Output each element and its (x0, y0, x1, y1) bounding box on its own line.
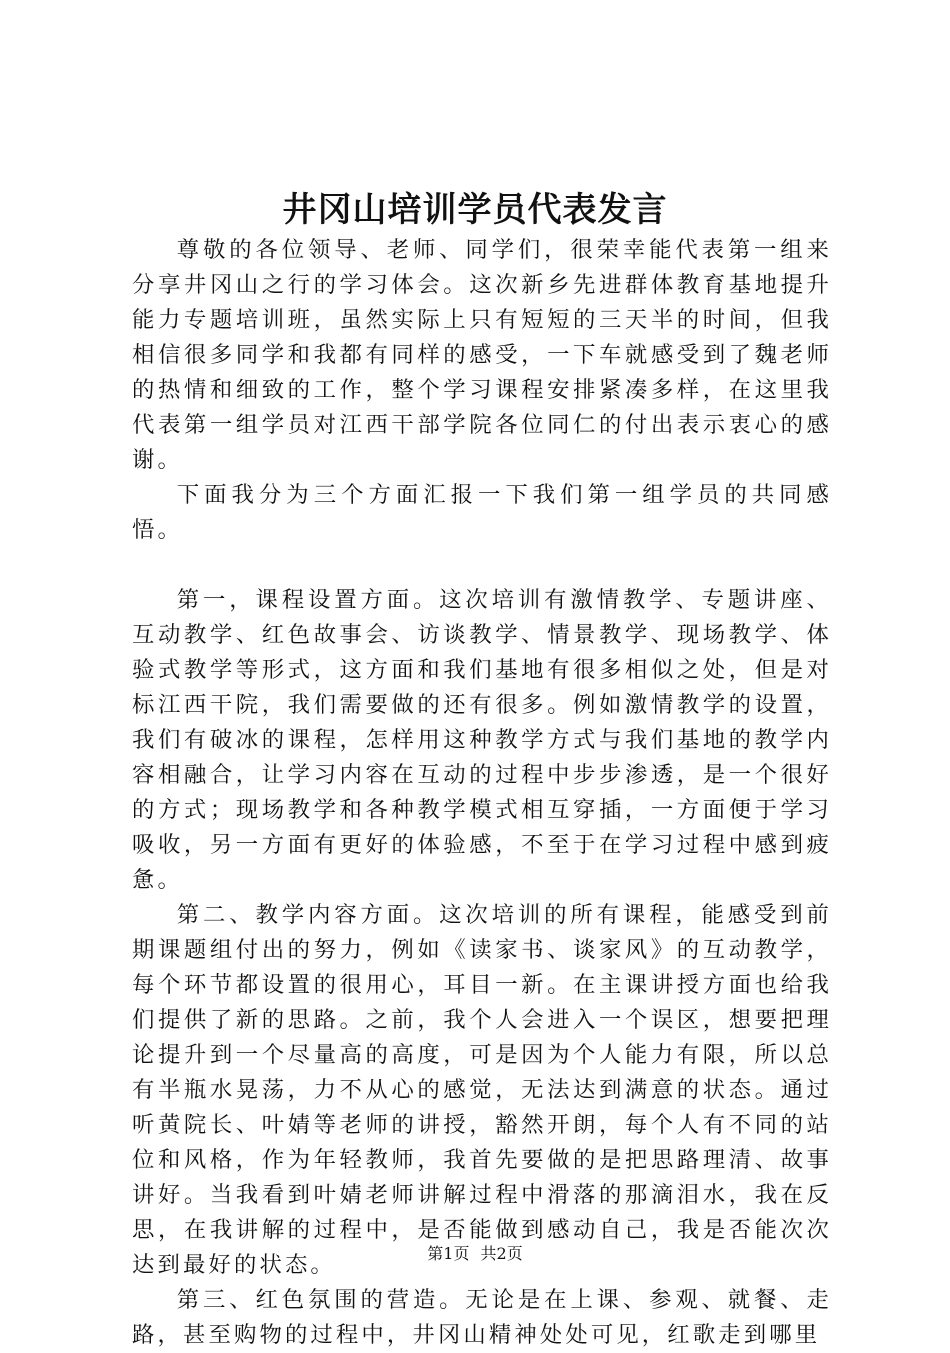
paragraph-red-atmosphere: 第三、红色氛围的营造。无论是在上课、参观、就餐、走路，甚至购物的过程中，井冈山精神处处可见，红歌走到哪里 (132, 1287, 832, 1348)
document-body (132, 233, 832, 1353)
page-total: 共2页 (480, 1244, 523, 1263)
page-number: 第1页 (427, 1244, 470, 1263)
paragraph-overview: 下面我分为三个方面汇报一下我们第一组学员的共同感悟。 (132, 482, 832, 543)
page-footer (0, 1242, 950, 1266)
paragraph-greeting: 尊敬的各位领导、老师、同学们，很荣幸能代表第一组来分享井冈山之行的学习体会。这次新乡先进群体教育基地提升能力专题培训班，虽然实际上只有短短的三天半的时间，但我相信很多同学和我都有同样的感受，一下车就感受到了魏老师的热情和细致的工作，整个学习课程安排紧凑多样，在这里我代表第一组学员对江西干部学院各位同仁的付出表示衷心的感谢。 (132, 237, 832, 473)
document-title: 井冈山培训学员代表发言 (282, 190, 668, 230)
paragraph-teaching-content: 第二、教学内容方面。这次培训的所有课程，能感受到前期课题组付出的努力，例如《读家书、谈家风》的互动教学，每个环节都设置的很用心，耳目一新。在主课讲授方面也给我们提供了新的思路。之前，我个人会进入一个误区，想要把理论提升到一个尽量高的高度，可是因为个人能力有限，所以总有半瓶水晃荡，力不从心的感觉，无法达到满意的状态。通过听黄院长、叶婧等老师的讲授，豁然开朗，每个人有不同的站位和风格，作为年轻教师，我首先要做的是把思路理清、故事讲好。当我看到叶婧老师讲解过程中滑落的那滴泪水，我在反思，在我讲解的过程中，是否能做到感动自己，我是否能次次达到最好的状态。 (132, 902, 832, 1278)
paragraph-course-setting: 第一，课程设置方面。这次培训有激情教学、专题讲座、互动教学、红色故事会、访谈教学、情景教学、现场教学、体验式教学等形式，这方面和我们基地有很多相似之处，但是对标江西干院，我们需要做的还有很多。例如激情教学的设置，我们有破冰的课程，怎样用这种教学方式与我们基地的教学内容相融合，让学习内容在互动的过程中步步渗透，是一个很好的方式；现场教学和各种教学模式相互穿插，一方面便于学习吸收，另一方面有更好的体验感，不至于在学习过程中感到疲惫。 (132, 587, 832, 893)
